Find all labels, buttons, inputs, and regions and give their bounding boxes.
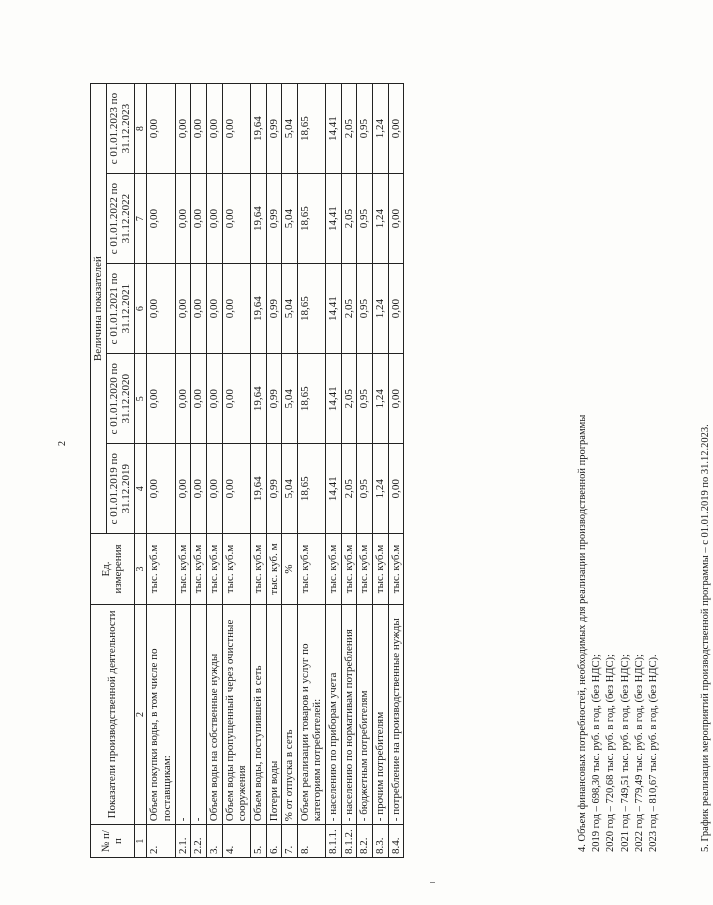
page-number: 2 [57, 441, 68, 446]
row-number: 4. [222, 825, 250, 858]
table-row [266, 84, 282, 858]
table-row [297, 84, 325, 858]
row-number: 5. [250, 825, 266, 858]
row-number: 2. [147, 825, 175, 858]
row-value: 0,95 [357, 354, 373, 444]
row-value: 19,64 [250, 84, 266, 174]
row-value: 18,65 [297, 264, 325, 354]
header-period: с 01.01.2021 по 31.12.2021 [106, 264, 134, 354]
table-row [222, 84, 250, 858]
table-row [175, 84, 191, 858]
row-value: 0,00 [388, 354, 404, 444]
row-value: 0,99 [266, 264, 282, 354]
header-index-row [134, 84, 147, 858]
row-value: 0,99 [266, 354, 282, 444]
row-value: 0,00 [147, 174, 175, 264]
row-value: 0,00 [175, 174, 191, 264]
row-unit: тыс. куб.м [297, 534, 325, 604]
row-number: 7. [282, 825, 298, 858]
header-unit: Ед. измерения [91, 534, 135, 604]
row-unit: тыс. куб.м [373, 534, 389, 604]
row-value: 2,05 [341, 264, 357, 354]
row-indicator-name: - населению по приборам учета [326, 604, 342, 825]
header-index-cell: 5 [134, 354, 147, 444]
row-value: 0,00 [191, 444, 207, 534]
row-value: 0,00 [222, 444, 250, 534]
row-value: 18,65 [297, 444, 325, 534]
row-value: 2,05 [341, 444, 357, 534]
header-period: с 01.01.2019 по 31.12.2019 [106, 444, 134, 534]
notes-section [576, 72, 713, 852]
section4-line: 2022 год – 779,49 тыс. руб. в год, (без НДС); [633, 654, 645, 852]
row-value: 0,00 [222, 84, 250, 174]
header-index-cell: 6 [134, 264, 147, 354]
row-unit: тыс. куб.м [191, 534, 207, 604]
row-value: 0,00 [191, 84, 207, 174]
row-value: 0,00 [191, 174, 207, 264]
row-unit: тыс. куб.м [147, 534, 175, 604]
row-value: 5,04 [282, 174, 298, 264]
header-index-cell: 8 [134, 84, 147, 174]
row-value: 5,04 [282, 444, 298, 534]
section4-line: 2021 год – 749,51 тыс. руб. в год, (без НДС); [619, 654, 631, 852]
row-value: 0,00 [388, 264, 404, 354]
row-indicator-name: Потери воды [266, 604, 282, 825]
row-indicator-name: - [191, 604, 207, 825]
row-value: 0,00 [147, 84, 175, 174]
row-value: 0,00 [206, 354, 222, 444]
row-value: 2,05 [341, 84, 357, 174]
row-number: 8. [297, 825, 325, 858]
row-number: 6. [266, 825, 282, 858]
header-period: с 01.01.2023 по 31.12.2023 [106, 84, 134, 174]
row-value: 5,04 [282, 84, 298, 174]
row-value: 0,00 [175, 444, 191, 534]
table-row [282, 84, 298, 858]
row-value: 0,00 [206, 444, 222, 534]
header-index-cell: 3 [134, 534, 147, 604]
row-value: 0,95 [357, 84, 373, 174]
row-indicator-name: Объем воды, поступившей в сеть [250, 604, 266, 825]
row-value: 0,00 [388, 444, 404, 534]
row-value: 0,00 [222, 174, 250, 264]
table-body [147, 84, 404, 858]
header-index-cell: 4 [134, 444, 147, 534]
row-value: 1,24 [373, 174, 389, 264]
row-number: 2.2. [191, 825, 207, 858]
header-index-cell: 7 [134, 174, 147, 264]
row-value: 1,24 [373, 444, 389, 534]
table-row [357, 84, 373, 858]
row-value: 18,65 [297, 354, 325, 444]
row-value: 0,99 [266, 84, 282, 174]
row-indicator-name: Объем воды на собственные нужды [206, 604, 222, 825]
row-indicator-name: - прочим потребителям [373, 604, 389, 825]
header-period: с 01.01.2022 по 31.12.2022 [106, 174, 134, 264]
row-unit: тыс. куб.м [222, 534, 250, 604]
row-indicator-name: - бюджетным потребителям [357, 604, 373, 825]
row-number: 8.4. [388, 825, 404, 858]
section4-title: 4. Объем финансовых потребностей, необходимых для реализации производственной программы [577, 414, 588, 852]
row-value: 14,41 [326, 354, 342, 444]
row-value: 0,95 [357, 444, 373, 534]
row-indicator-name: - потребление на производственные нужды [388, 604, 404, 825]
row-number: 8.3. [373, 825, 389, 858]
row-unit: тыс. куб.м [175, 534, 191, 604]
section5-text: 5. График реализации мероприятий производственной программы – с 01.01.2019 по 31.12.2023. [700, 424, 712, 852]
row-value: 0,00 [388, 84, 404, 174]
row-indicator-name: Объем реализации товаров и услуг по категориям потребителей: [297, 604, 325, 825]
header-indicator: Показатели производственной деятельности [91, 604, 135, 825]
row-number: 2.1. [175, 825, 191, 858]
table-row [250, 84, 266, 858]
header-values-group: Величина показателей [91, 84, 107, 534]
table-row [388, 84, 404, 858]
row-unit: тыс. куб. м [266, 534, 282, 604]
row-value: 14,41 [326, 444, 342, 534]
row-value: 2,05 [341, 354, 357, 444]
row-unit: тыс. куб.м [341, 534, 357, 604]
row-value: 14,41 [326, 84, 342, 174]
row-unit: тыс. куб.м [250, 534, 266, 604]
row-number: 8.1.2. [341, 825, 357, 858]
row-value: 1,24 [373, 84, 389, 174]
row-value: 5,04 [282, 354, 298, 444]
row-unit: тыс. куб.м [326, 534, 342, 604]
row-value: 14,41 [326, 174, 342, 264]
scan-mark [430, 882, 435, 883]
row-value: 18,65 [297, 174, 325, 264]
row-value: 2,05 [341, 174, 357, 264]
row-value: 0,00 [175, 264, 191, 354]
row-value: 0,00 [191, 354, 207, 444]
header-no: № п/п [91, 825, 135, 858]
table-row [373, 84, 389, 858]
row-indicator-name: Объем воды пропущенный через очистные сооружения [222, 604, 250, 825]
row-value: 19,64 [250, 174, 266, 264]
row-indicator-name: % от отпуска в сеть [282, 604, 298, 825]
row-value: 0,00 [147, 264, 175, 354]
row-number: 8.1.1. [326, 825, 342, 858]
row-value: 0,99 [266, 444, 282, 534]
row-value: 19,64 [250, 354, 266, 444]
row-value: 1,24 [373, 354, 389, 444]
row-value: 0,00 [147, 354, 175, 444]
rotated-page-content [90, 38, 712, 858]
table-row [147, 84, 175, 858]
header-period: с 01.01.2020 по 31.12.2020 [106, 354, 134, 444]
row-value: 14,41 [326, 264, 342, 354]
table-row [191, 84, 207, 858]
row-value: 0,00 [222, 264, 250, 354]
row-indicator-name: - населению по нормативам потребления [341, 604, 357, 825]
row-unit: тыс. куб.м [206, 534, 222, 604]
header-index-cell: 1 [134, 825, 147, 858]
row-value: 0,95 [357, 264, 373, 354]
row-unit: % [282, 534, 298, 604]
table-row [326, 84, 342, 858]
row-unit: тыс. куб.м [388, 534, 404, 604]
row-value: 0,00 [147, 444, 175, 534]
row-value: 18,65 [297, 84, 325, 174]
section4-line: 2023 год – 810,67 тыс. руб. в год, (без НДС). [647, 654, 659, 852]
row-indicator-name: Объем покупки воды, в том числе по поставщикам: [147, 604, 175, 825]
section4-line: 2020 год – 720,68 тыс. руб. в год, (без НДС); [605, 654, 617, 852]
row-number: 8.2. [357, 825, 373, 858]
row-value: 0,00 [175, 354, 191, 444]
row-value: 0,00 [222, 354, 250, 444]
row-value: 19,64 [250, 264, 266, 354]
row-value: 0,00 [206, 264, 222, 354]
row-value: 0,95 [357, 174, 373, 264]
row-value: 1,24 [373, 264, 389, 354]
row-value: 5,04 [282, 264, 298, 354]
row-number: 3. [206, 825, 222, 858]
table-row [206, 84, 222, 858]
row-value: 19,64 [250, 444, 266, 534]
row-value: 0,99 [266, 174, 282, 264]
header-index-cell: 2 [134, 604, 147, 825]
row-value: 0,00 [191, 264, 207, 354]
row-value: 0,00 [388, 174, 404, 264]
row-unit: тыс. куб.м [357, 534, 373, 604]
production-indicators-table [90, 83, 404, 858]
section4-line: 2019 год – 698,30 тыс. руб. в год, (без НДС); [591, 654, 603, 852]
row-indicator-name: - [175, 604, 191, 825]
row-value: 0,00 [206, 174, 222, 264]
row-value: 0,00 [206, 84, 222, 174]
row-value: 0,00 [175, 84, 191, 174]
table-row [341, 84, 357, 858]
